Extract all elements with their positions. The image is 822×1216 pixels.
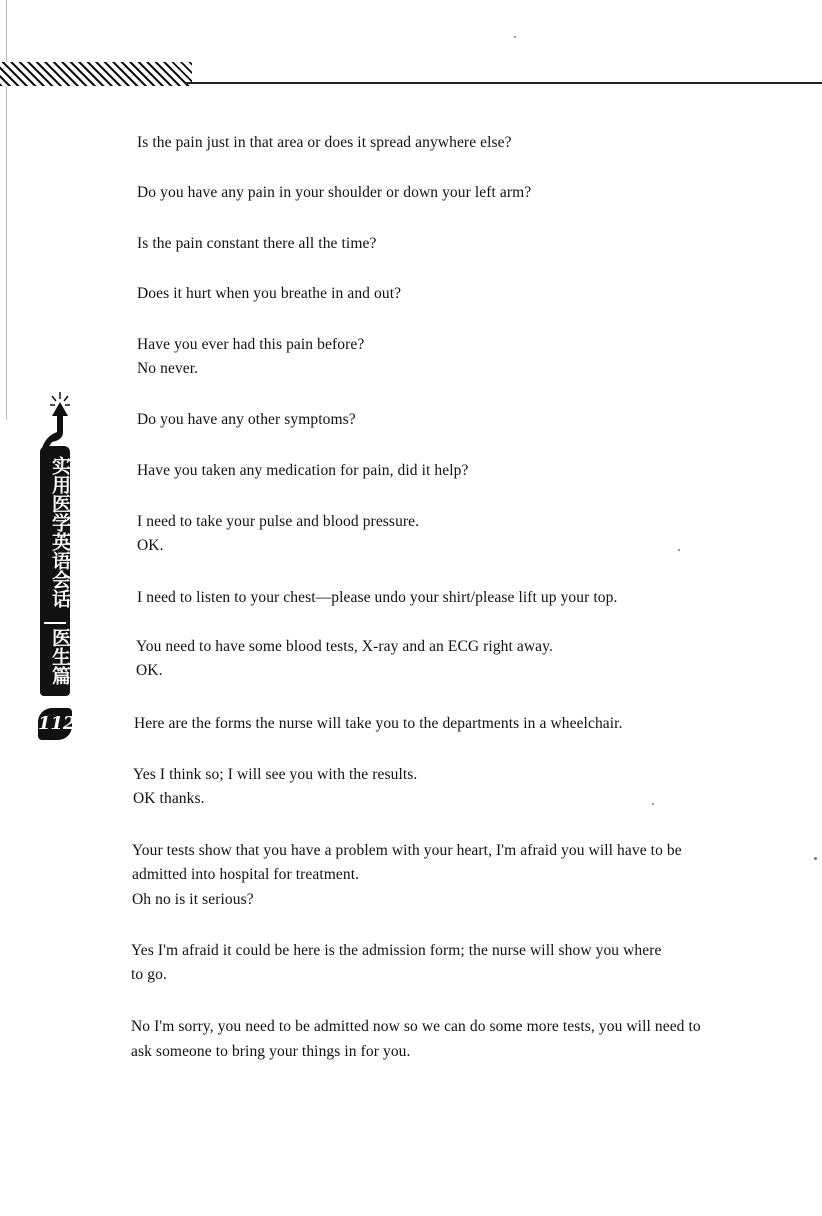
dialogue-line: Oh no is it serious?: [132, 891, 254, 908]
dialogue-line: Here are the forms the nurse will take you to the departments in a wheelchair.: [134, 715, 623, 732]
dialogue-line: to go.: [131, 966, 167, 983]
scan-speck: [514, 36, 516, 38]
dialogue-line: Yes I'm afraid it could be here is the admission form; the nurse will show you where: [131, 942, 662, 959]
dialogue-line: I need to listen to your chest—please undo your shirt/please lift up your top.: [137, 589, 618, 606]
dialogue-line: OK.: [137, 537, 164, 554]
header-hatch-decoration: [0, 62, 192, 86]
scan-speck: [814, 857, 817, 860]
sparkle-arrow-icon: [38, 390, 72, 450]
dialogue-line: Is the pain constant there all the time?: [137, 235, 377, 252]
dialogue-line: OK thanks.: [133, 790, 205, 807]
dialogue-line: Do you have any other symptoms?: [137, 411, 356, 428]
dialogue-line: No I'm sorry, you need to be admitted now so we can do some more tests, you will need to: [131, 1018, 701, 1035]
page-number: 112: [38, 708, 72, 740]
side-tab-divider: [44, 622, 66, 624]
book-title: 实用医学英语会话: [49, 456, 71, 608]
dialogue-line: Is the pain just in that area or does it spread anywhere else?: [137, 134, 512, 151]
header-rule: [185, 82, 822, 84]
side-tab: [38, 390, 76, 750]
dialogue-line: OK.: [136, 662, 163, 679]
book-subtitle: 医生篇: [49, 628, 71, 685]
dialogue-line: Yes I think so; I will see you with the results.: [133, 766, 418, 783]
dialogue-line: Your tests show that you have a problem with your heart, I'm afraid you will have to be: [132, 842, 682, 859]
dialogue-line: admitted into hospital for treatment.: [132, 866, 360, 883]
scan-speck: [678, 549, 680, 551]
dialogue-line: You need to have some blood tests, X-ray and an ECG right away.: [136, 638, 553, 655]
dialogue-line: I need to take your pulse and blood pressure.: [137, 513, 420, 530]
dialogue-line: Have you ever had this pain before?: [137, 336, 365, 353]
dialogue-line: Does it hurt when you breathe in and out?: [137, 285, 402, 302]
dialogue-line: Do you have any pain in your shoulder or down your left arm?: [137, 184, 532, 201]
dialogue-line: Have you taken any medication for pain, did it help?: [137, 462, 469, 479]
dialogue-line: ask someone to bring your things in for you.: [131, 1043, 411, 1060]
dialogue-line: No never.: [137, 360, 199, 377]
scan-speck: [652, 803, 654, 805]
